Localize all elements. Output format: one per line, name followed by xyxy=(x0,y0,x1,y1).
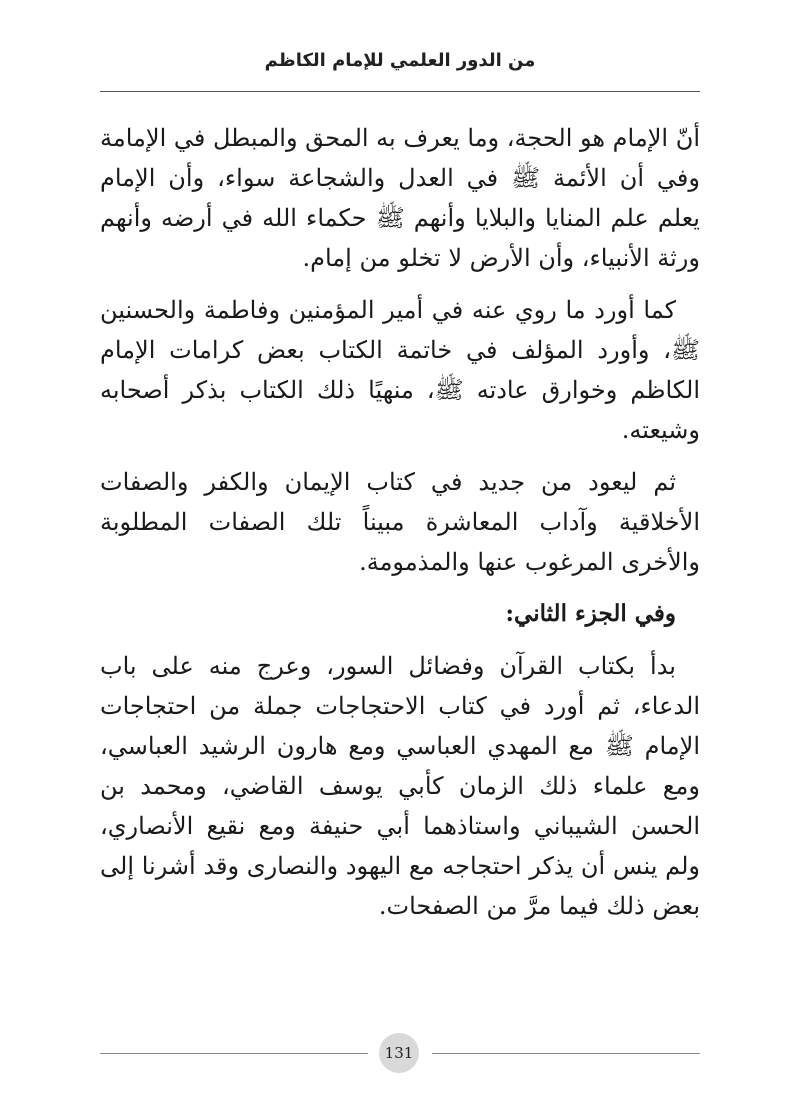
running-header: من الدور العلمي للإمام الكاظم xyxy=(264,50,536,71)
footer-rule-right xyxy=(432,1053,700,1054)
header-rule xyxy=(100,91,700,92)
paragraph-4: بدأ بكتاب القرآن وفضائل السور، وعرج منه على باب الدعاء، ثم أورد في كتاب الاحتجاجات جملة من احتجاجات الإمام ﷺ مع المهدي العباسي ومع هارون الرشيد العباسي، ومع علماء ذلك الزمان كأبي يوسف القاضي، ومحمد بن الحسن الشيباني واستاذهما أبي حنيفة ومع نقيع الأنصاري، ولم ينس أن يذكر احتجاجه مع اليهود والنصارى وقد أشرنا إلى بعض ذلك فيما مرَّ من الصفحات. xyxy=(100,652,700,920)
paragraph-2: كما أورد ما روي عنه في أمير المؤمنين وفاطمة والحسنين ﷺ، وأورد المؤلف في خاتمة الكتاب بعض كرامات الإمام الكاظم وخوارق عادته ﷺ، منهيًا ذلك الكتاب بذكر أصحابه وشيعته. xyxy=(100,296,700,444)
body-text xyxy=(100,118,700,938)
page-footer xyxy=(100,1033,700,1073)
paragraph-3: ثم ليعود من جديد في كتاب الإيمان والكفر والصفات الأخلاقية وآداب المعاشرة مبيناً تلك الصفات المطلوبة والأخرى المرغوب عنها والمذمومة. xyxy=(100,468,700,576)
page-number-badge: 131 xyxy=(379,1033,419,1073)
section-subheading: وفي الجزء الثاني: xyxy=(505,600,676,627)
paragraph-1: أنّ الإمام هو الحجة، وما يعرف به المحق والمبطل في الإمامة وفي أن الأئمة ﷺ في العدل والشجاعة سواء، وأن الإمام يعلم علم المنايا والبلايا وأنهم ﷺ حكماء الله في أرضه وأنهم ورثة الأنبياء، وأن الأرض لا تخلو من إمام. xyxy=(100,124,700,272)
footer-rule-left xyxy=(100,1053,368,1054)
